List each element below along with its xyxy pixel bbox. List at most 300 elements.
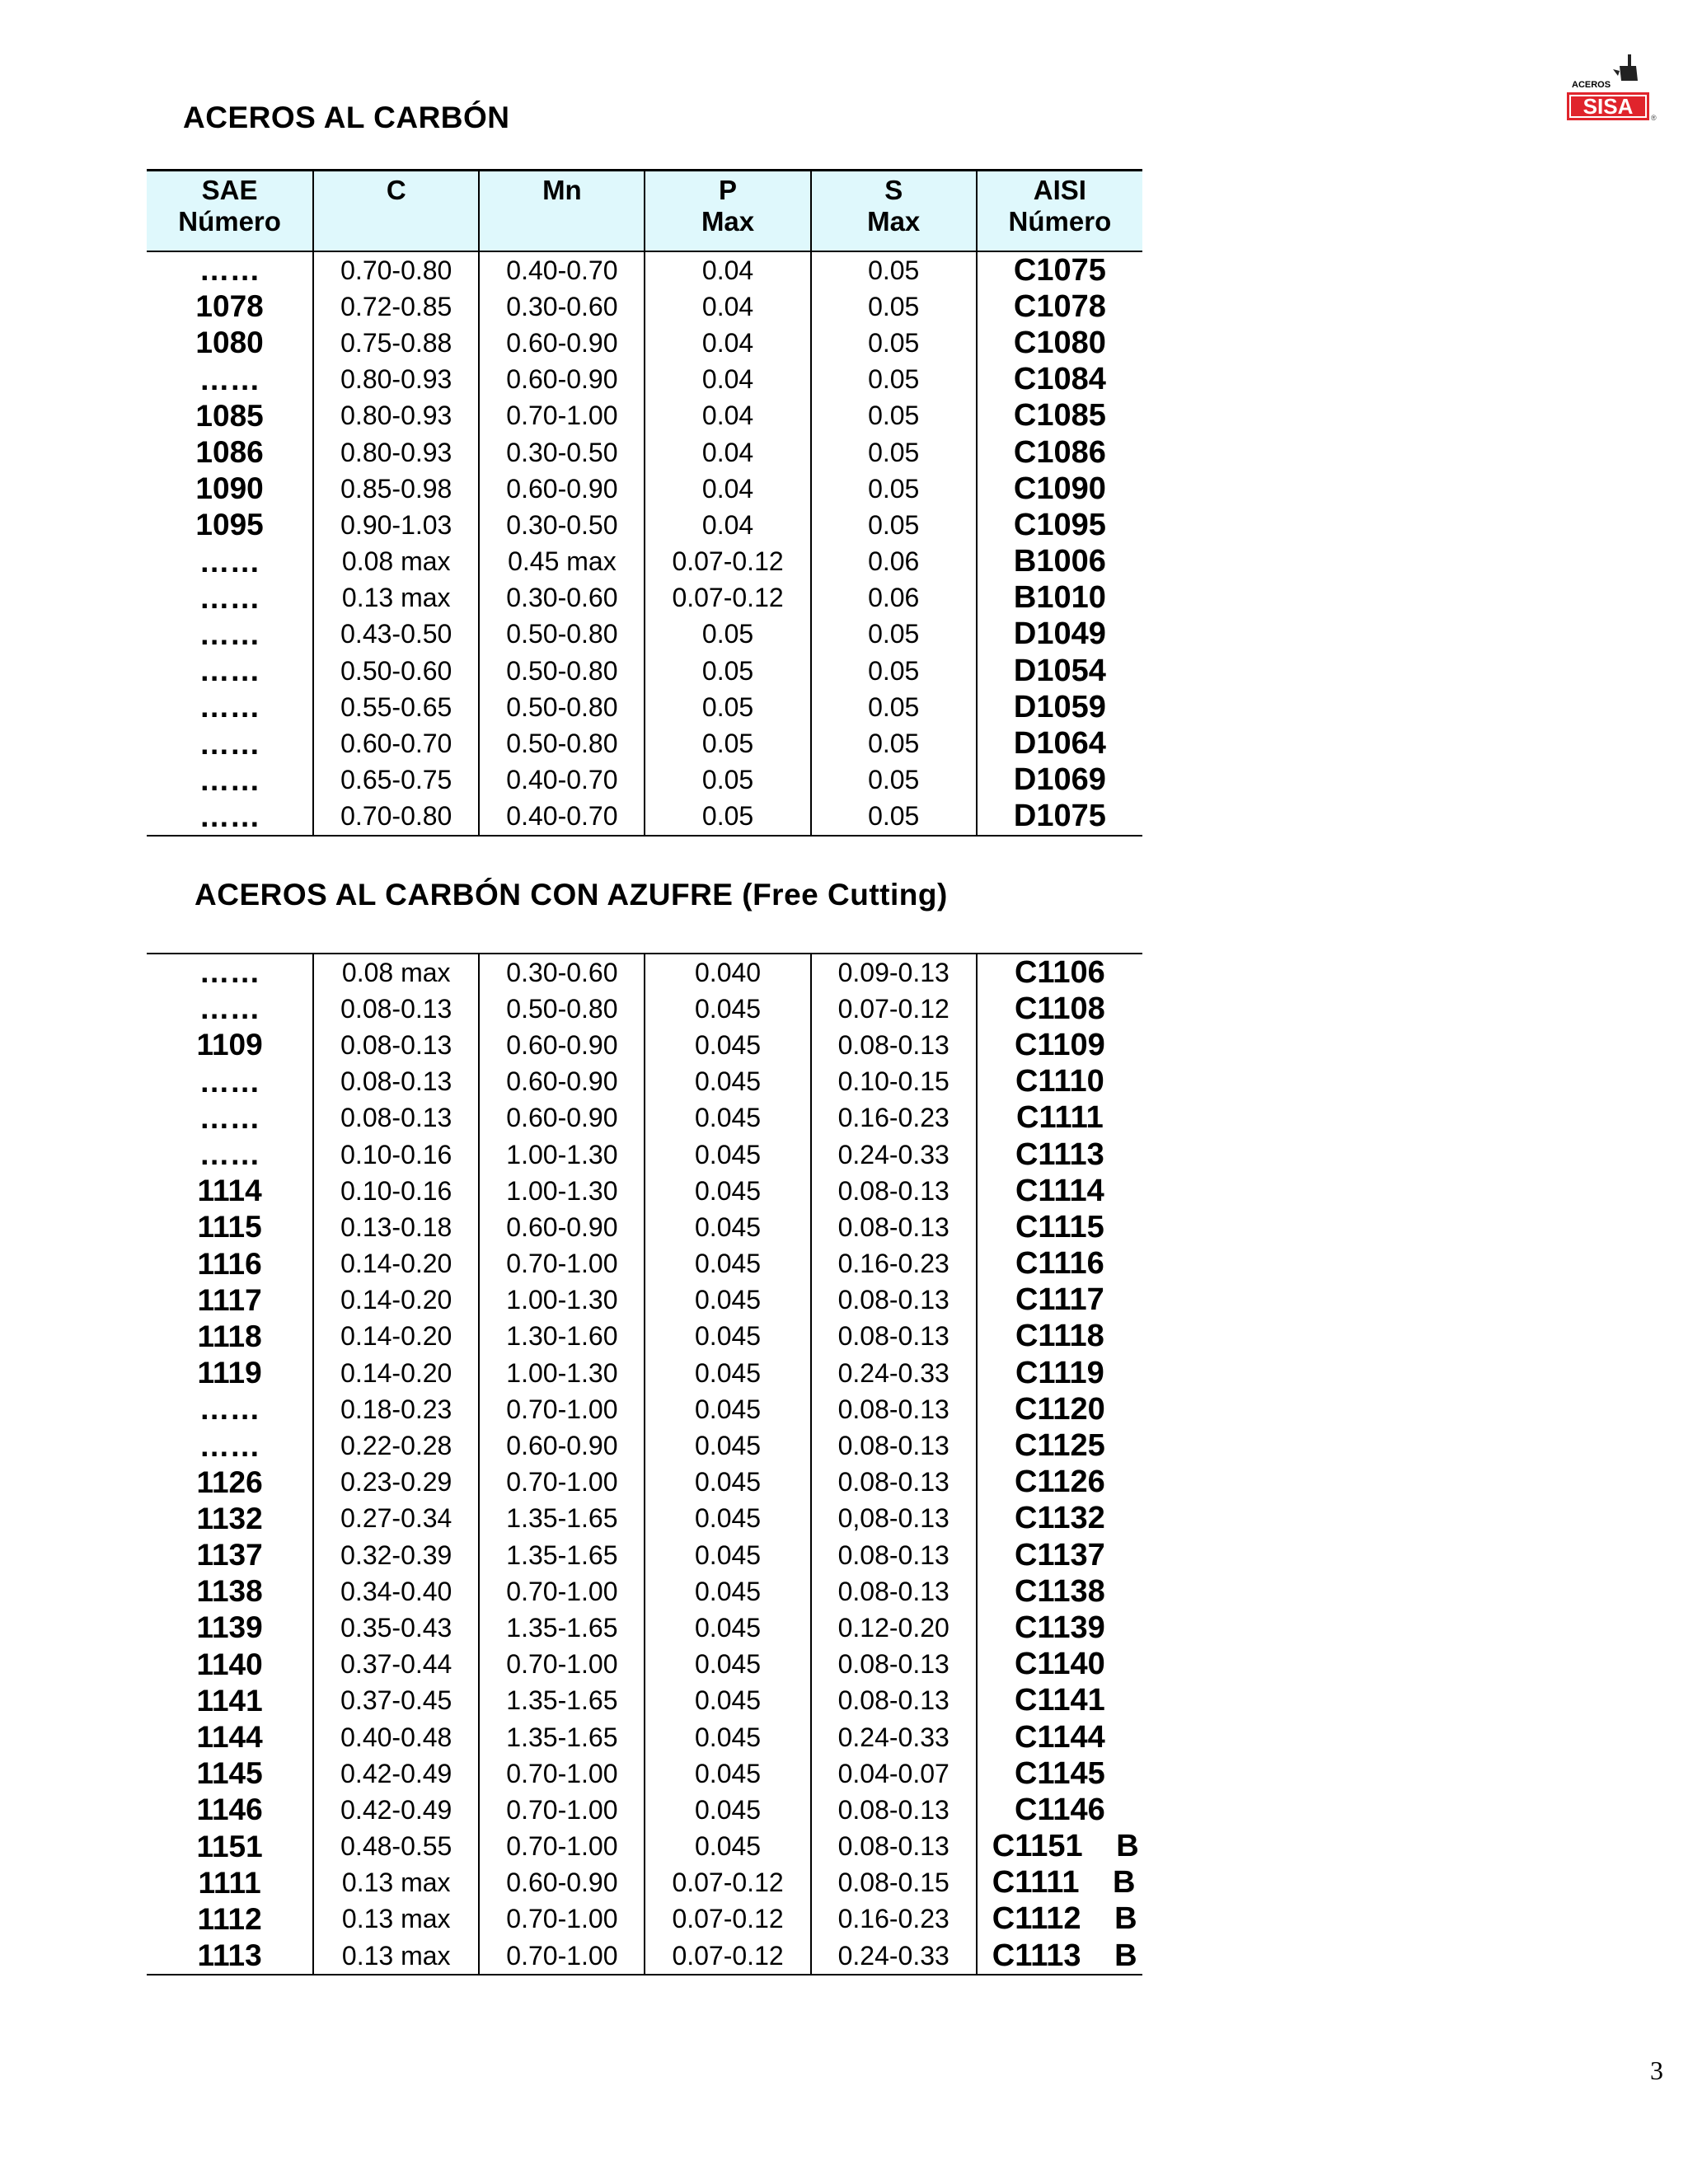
cell-aisi: D1059 xyxy=(977,689,1142,725)
cell-c: 0.80-0.93 xyxy=(313,362,479,398)
cell-aisi: C1078 xyxy=(977,288,1142,325)
cell-c: 0.42-0.49 xyxy=(313,1792,479,1828)
cell-c: 0.08-0.13 xyxy=(313,1064,479,1100)
cell-aisi: C1080 xyxy=(977,325,1142,361)
cell-sae: …… xyxy=(199,690,260,724)
cell-mn: 0.60-0.90 xyxy=(479,1427,645,1464)
cell-s: 0.16-0.23 xyxy=(811,1100,977,1137)
cell-aisi: C1106 xyxy=(977,954,1142,991)
cell-c: 0.90-1.03 xyxy=(313,507,479,543)
cell-p: 0.05 xyxy=(645,653,810,689)
cell-sae: 1139 xyxy=(196,1610,263,1645)
cell-p: 0.07-0.12 xyxy=(645,1865,810,1901)
cell-p: 0.04 xyxy=(645,434,810,471)
cell-s: 0.05 xyxy=(811,762,977,799)
cell-mn: 0.50-0.80 xyxy=(479,689,645,725)
cell-s: 0.12-0.20 xyxy=(811,1610,977,1646)
table-row xyxy=(147,1246,1142,1282)
cell-s: 0.05 xyxy=(811,616,977,653)
cell-mn: 0.30-0.60 xyxy=(479,288,645,325)
cell-sae: …… xyxy=(199,362,260,396)
cell-s: 0.05 xyxy=(811,507,977,543)
cell-mn: 0.60-0.90 xyxy=(479,1027,645,1063)
cell-mn: 0.40-0.70 xyxy=(479,251,645,288)
table-row xyxy=(147,1282,1142,1319)
cell-p: 0.045 xyxy=(645,1610,810,1646)
cell-aisi: C1112 B xyxy=(977,1901,1142,1938)
cell-s: 0.08-0.13 xyxy=(811,1027,977,1063)
cell-p: 0.045 xyxy=(645,1573,810,1610)
table-row xyxy=(147,1829,1142,1865)
cell-s: 0,08-0.13 xyxy=(811,1501,977,1537)
cell-c: 0.13-0.18 xyxy=(313,1209,479,1245)
cell-aisi: D1064 xyxy=(977,725,1142,762)
cell-mn: 0.50-0.80 xyxy=(479,616,645,653)
cell-p: 0.045 xyxy=(645,1355,810,1391)
cell-sae: 1137 xyxy=(196,1538,263,1572)
free-cutting-steel-table xyxy=(147,953,1142,1975)
cell-s: 0.05 xyxy=(811,251,977,288)
cell-mn: 1.35-1.65 xyxy=(479,1537,645,1573)
cell-aisi: C1113 xyxy=(977,1137,1142,1173)
cell-sae: …… xyxy=(147,954,313,991)
cell-mn: 0.60-0.90 xyxy=(479,1865,645,1901)
cell-aisi: D1069 xyxy=(977,762,1142,799)
cell-mn: 0.70-1.00 xyxy=(479,1901,645,1938)
cell-aisi: C1111 B xyxy=(977,1865,1142,1901)
table-row xyxy=(147,1719,1142,1755)
cell-mn: 0.50-0.80 xyxy=(479,725,645,762)
cell-c: 0.14-0.20 xyxy=(313,1355,479,1391)
cell-sae: 1145 xyxy=(196,1756,263,1791)
cell-p: 0.04 xyxy=(645,325,810,361)
cell-c: 0.70-0.80 xyxy=(313,799,479,836)
cell-sae: …… xyxy=(199,1392,260,1427)
cell-mn: 0.70-1.00 xyxy=(479,1573,645,1610)
cell-c: 0.37-0.44 xyxy=(313,1647,479,1683)
cell-mn: 0.40-0.70 xyxy=(479,762,645,799)
cell-s: 0.16-0.23 xyxy=(811,1246,977,1282)
cell-sae: 1090 xyxy=(195,471,264,506)
cell-c: 0.37-0.45 xyxy=(313,1683,479,1719)
cell-c: 0.72-0.85 xyxy=(313,288,479,325)
cell-s: 0.07-0.12 xyxy=(811,991,977,1027)
cell-p: 0.045 xyxy=(645,1246,810,1282)
cell-s: 0.08-0.15 xyxy=(811,1865,977,1901)
cell-sae: …… xyxy=(199,253,260,288)
cell-aisi: C1117 xyxy=(977,1282,1142,1319)
cell-s: 0.24-0.33 xyxy=(811,1355,977,1391)
cell-c: 0.40-0.48 xyxy=(313,1719,479,1755)
table-row xyxy=(147,1573,1142,1610)
cell-s: 0.08-0.13 xyxy=(811,1537,977,1573)
free-cutting-steel-rows xyxy=(147,954,1142,1975)
cell-c: 0.08 max xyxy=(313,544,479,580)
cell-mn: 0.30-0.50 xyxy=(479,434,645,471)
cell-p: 0.07-0.12 xyxy=(645,1901,810,1938)
cell-c: 0.14-0.20 xyxy=(313,1319,479,1355)
cell-p: 0.045 xyxy=(645,1319,810,1355)
cell-mn: 0.70-1.00 xyxy=(479,1246,645,1282)
cell-aisi: D1075 xyxy=(977,799,1142,836)
cell-sae: 1113 xyxy=(147,1938,313,1975)
header-sae: SAE Número xyxy=(147,171,313,252)
cell-s: 0.04-0.07 xyxy=(811,1755,977,1792)
cell-sae: …… xyxy=(199,762,260,797)
cell-s: 0.08-0.13 xyxy=(811,1427,977,1464)
cell-s: 0.05 xyxy=(811,725,977,762)
cell-aisi: C1140 xyxy=(977,1647,1142,1683)
cell-s: 0.08-0.13 xyxy=(811,1319,977,1355)
cell-s: 0.05 xyxy=(811,653,977,689)
table-row xyxy=(147,991,1142,1027)
table-row xyxy=(147,1537,1142,1573)
cell-c: 0.23-0.29 xyxy=(313,1465,479,1501)
table-row xyxy=(147,653,1142,689)
cell-mn: 0.60-0.90 xyxy=(479,1209,645,1245)
cell-aisi: C1116 xyxy=(977,1246,1142,1282)
cell-mn: 0.50-0.80 xyxy=(479,991,645,1027)
cell-sae: 1146 xyxy=(196,1793,263,1827)
cell-sae: 1115 xyxy=(197,1210,262,1244)
table-row xyxy=(147,1391,1142,1427)
table-row xyxy=(147,1173,1142,1209)
cell-mn: 0.70-1.00 xyxy=(479,1647,645,1683)
cell-c: 0.18-0.23 xyxy=(313,1391,479,1427)
cell-s: 0.08-0.13 xyxy=(811,1282,977,1319)
cell-p: 0.05 xyxy=(645,689,810,725)
cell-aisi: C1120 xyxy=(977,1391,1142,1427)
table-row xyxy=(147,762,1142,799)
cell-s: 0.05 xyxy=(811,362,977,398)
table-row xyxy=(147,580,1142,616)
table-row xyxy=(147,507,1142,543)
cell-c: 0.65-0.75 xyxy=(313,762,479,799)
cell-p: 0.045 xyxy=(645,1719,810,1755)
cell-aisi: C1146 xyxy=(977,1792,1142,1828)
cell-aisi: C1095 xyxy=(977,507,1142,543)
table-row xyxy=(147,1683,1142,1719)
cell-s: 0.10-0.15 xyxy=(811,1064,977,1100)
table-row xyxy=(147,1465,1142,1501)
cell-sae: 1126 xyxy=(196,1465,263,1499)
cell-p: 0.045 xyxy=(645,1064,810,1100)
cell-mn: 0.70-1.00 xyxy=(479,1755,645,1792)
cell-mn: 0.60-0.90 xyxy=(479,362,645,398)
carbon-steel-rows xyxy=(147,251,1142,836)
cell-aisi: C1145 xyxy=(977,1755,1142,1792)
cell-sae: 1132 xyxy=(196,1501,263,1535)
cell-sae: 1080 xyxy=(195,326,264,360)
cell-aisi: C1119 xyxy=(977,1355,1142,1391)
header-aisi: AISI Número xyxy=(977,171,1142,252)
cell-sae: …… xyxy=(199,616,260,651)
cell-aisi: C1075 xyxy=(977,251,1142,288)
cell-sae: 1112 xyxy=(197,1901,262,1936)
cell-aisi: C1139 xyxy=(977,1610,1142,1646)
cell-s: 0.05 xyxy=(811,325,977,361)
cell-sae: …… xyxy=(199,991,260,1026)
cell-s: 0.05 xyxy=(811,689,977,725)
table-row xyxy=(147,1319,1142,1355)
cell-sae: 1078 xyxy=(195,289,264,324)
cell-c: 0.13 max xyxy=(313,1865,479,1901)
cell-c: 0.34-0.40 xyxy=(313,1573,479,1610)
cell-mn: 0.70-1.00 xyxy=(479,398,645,434)
cell-sae: …… xyxy=(199,544,260,579)
cell-mn: 1.00-1.30 xyxy=(479,1173,645,1209)
cell-aisi: C1084 xyxy=(977,362,1142,398)
table-row xyxy=(147,288,1142,325)
cell-p: 0.045 xyxy=(645,1501,810,1537)
header-p: P Max xyxy=(645,171,810,252)
cell-mn: 0.30-0.60 xyxy=(479,954,645,991)
header-mn: Mn xyxy=(479,171,645,252)
cell-sae: …… xyxy=(199,726,260,761)
ladle-icon xyxy=(1613,54,1638,81)
cell-p: 0.045 xyxy=(645,1027,810,1063)
cell-c: 0.43-0.50 xyxy=(313,616,479,653)
cell-c: 0.80-0.93 xyxy=(313,434,479,471)
cell-mn: 1.30-1.60 xyxy=(479,1319,645,1355)
cell-c: 0.32-0.39 xyxy=(313,1537,479,1573)
cell-aisi: C1118 xyxy=(977,1319,1142,1355)
cell-p: 0.045 xyxy=(645,1647,810,1683)
table-row xyxy=(147,362,1142,398)
cell-s: 0.08-0.13 xyxy=(811,1465,977,1501)
table-row xyxy=(147,1865,1142,1901)
cell-aisi: C1137 xyxy=(977,1537,1142,1573)
cell-p: 0.045 xyxy=(645,991,810,1027)
cell-sae: 1141 xyxy=(196,1683,263,1718)
table-row xyxy=(147,325,1142,361)
cell-aisi: C1125 xyxy=(977,1427,1142,1464)
table-row xyxy=(147,1100,1142,1137)
cell-s: 0.24-0.33 xyxy=(811,1938,977,1975)
header-s: S Max xyxy=(811,171,977,252)
cell-p: 0.045 xyxy=(645,1465,810,1501)
cell-sae: 1095 xyxy=(195,508,264,542)
table-row xyxy=(147,544,1142,580)
cell-aisi: B1010 xyxy=(977,580,1142,616)
cell-sae: 1138 xyxy=(196,1574,263,1609)
cell-s: 0.05 xyxy=(811,434,977,471)
cell-p: 0.045 xyxy=(645,1683,810,1719)
table-header-row xyxy=(147,171,1142,252)
cell-sae: 1151 xyxy=(196,1829,263,1863)
logo-registered-mark: ® xyxy=(1651,114,1657,122)
cell-sae: 1085 xyxy=(195,398,264,433)
table-row xyxy=(147,1427,1142,1464)
table-row xyxy=(147,725,1142,762)
cell-sae: …… xyxy=(147,799,313,836)
cell-c: 0.55-0.65 xyxy=(313,689,479,725)
table-row xyxy=(147,1792,1142,1828)
cell-aisi: C1114 xyxy=(977,1173,1142,1209)
page-number: 3 xyxy=(1650,2055,1663,2085)
cell-sae: 1111 xyxy=(198,1865,261,1900)
table-row xyxy=(147,1355,1142,1391)
cell-c: 0.14-0.20 xyxy=(313,1282,479,1319)
cell-c: 0.08-0.13 xyxy=(313,1100,479,1137)
cell-mn: 1.00-1.30 xyxy=(479,1137,645,1173)
table-row xyxy=(147,398,1142,434)
cell-s: 0.06 xyxy=(811,580,977,616)
cell-c: 0.14-0.20 xyxy=(313,1246,479,1282)
cell-p: 0.045 xyxy=(645,1209,810,1245)
cell-p: 0.045 xyxy=(645,1755,810,1792)
cell-c: 0.85-0.98 xyxy=(313,471,479,507)
cell-s: 0.08-0.13 xyxy=(811,1391,977,1427)
cell-s: 0.08-0.13 xyxy=(811,1209,977,1245)
cell-p: 0.07-0.12 xyxy=(645,1938,810,1975)
cell-s: 0.06 xyxy=(811,544,977,580)
cell-c: 0.60-0.70 xyxy=(313,725,479,762)
table-row xyxy=(147,1501,1142,1537)
cell-c: 0.08 max xyxy=(313,954,479,991)
cell-aisi: B1006 xyxy=(977,544,1142,580)
cell-aisi: D1049 xyxy=(977,616,1142,653)
table-row xyxy=(147,1027,1142,1063)
header-c: C xyxy=(313,171,479,252)
cell-c: 0.13 max xyxy=(313,1901,479,1938)
cell-s: 0.08-0.13 xyxy=(811,1683,977,1719)
cell-p: 0.05 xyxy=(645,616,810,653)
cell-mn: 0.45 max xyxy=(479,544,645,580)
cell-p: 0.04 xyxy=(645,398,810,434)
table-row xyxy=(147,1901,1142,1938)
cell-p: 0.045 xyxy=(645,1792,810,1828)
cell-c: 0.10-0.16 xyxy=(313,1173,479,1209)
cell-sae: …… xyxy=(199,1428,260,1463)
cell-c: 0.08-0.13 xyxy=(313,991,479,1027)
cell-sae: 1114 xyxy=(197,1174,262,1208)
cell-aisi: C1151 B xyxy=(977,1829,1142,1865)
cell-s: 0.05 xyxy=(811,398,977,434)
cell-aisi: C1108 xyxy=(977,991,1142,1027)
cell-p: 0.045 xyxy=(645,1137,810,1173)
cell-sae: 1144 xyxy=(196,1720,263,1755)
cell-sae: …… xyxy=(199,1064,260,1099)
cell-sae: …… xyxy=(199,654,260,688)
cell-s: 0.08-0.13 xyxy=(811,1792,977,1828)
cell-aisi: C1115 xyxy=(977,1209,1142,1245)
cell-s: 0.05 xyxy=(811,288,977,325)
table-row xyxy=(147,689,1142,725)
cell-sae: 1117 xyxy=(197,1282,262,1317)
section-title-sulfur-carbon-steels: ACEROS AL CARBÓN CON AZUFRE (Free Cutting) xyxy=(195,878,948,912)
cell-c: 0.22-0.28 xyxy=(313,1427,479,1464)
cell-aisi: C1111 xyxy=(977,1100,1142,1137)
cell-s: 0.16-0.23 xyxy=(811,1901,977,1938)
cell-mn: 1.35-1.65 xyxy=(479,1683,645,1719)
cell-sae: …… xyxy=(199,1100,260,1135)
cell-mn: 1.35-1.65 xyxy=(479,1610,645,1646)
cell-mn: 0.60-0.90 xyxy=(479,471,645,507)
cell-aisi: C1132 xyxy=(977,1501,1142,1537)
carbon-steel-table xyxy=(147,169,1142,837)
table-row xyxy=(147,954,1142,991)
cell-mn: 0.60-0.90 xyxy=(479,1064,645,1100)
cell-c: 0.70-0.80 xyxy=(313,251,479,288)
cell-s: 0.05 xyxy=(811,799,977,836)
cell-p: 0.045 xyxy=(645,1537,810,1573)
cell-mn: 1.00-1.30 xyxy=(479,1282,645,1319)
cell-c: 0.13 max xyxy=(313,1938,479,1975)
cell-mn: 0.70-1.00 xyxy=(479,1938,645,1975)
cell-s: 0.08-0.13 xyxy=(811,1573,977,1610)
cell-p: 0.04 xyxy=(645,507,810,543)
cell-p: 0.045 xyxy=(645,1391,810,1427)
table-row xyxy=(147,616,1142,653)
cell-sae: …… xyxy=(199,1137,260,1172)
cell-mn: 0.30-0.60 xyxy=(479,580,645,616)
cell-aisi: C1110 xyxy=(977,1064,1142,1100)
cell-p: 0.045 xyxy=(645,1427,810,1464)
sisa-logo xyxy=(1562,51,1659,130)
cell-mn: 0.70-1.00 xyxy=(479,1391,645,1427)
cell-aisi: C1090 xyxy=(977,471,1142,507)
cell-mn: 0.70-1.00 xyxy=(479,1829,645,1865)
cell-s: 0.05 xyxy=(811,471,977,507)
cell-s: 0.09-0.13 xyxy=(811,954,977,991)
cell-s: 0.24-0.33 xyxy=(811,1719,977,1755)
table-row xyxy=(147,1137,1142,1173)
table-row xyxy=(147,251,1142,288)
cell-p: 0.05 xyxy=(645,799,810,836)
cell-p: 0.045 xyxy=(645,1173,810,1209)
cell-aisi: C1141 xyxy=(977,1683,1142,1719)
cell-p: 0.07-0.12 xyxy=(645,544,810,580)
cell-p: 0.05 xyxy=(645,725,810,762)
cell-aisi: C1144 xyxy=(977,1719,1142,1755)
table-row xyxy=(147,471,1142,507)
cell-c: 0.42-0.49 xyxy=(313,1755,479,1792)
cell-p: 0.040 xyxy=(645,954,810,991)
cell-mn: 0.60-0.90 xyxy=(479,325,645,361)
cell-aisi: C1086 xyxy=(977,434,1142,471)
cell-mn: 0.70-1.00 xyxy=(479,1465,645,1501)
cell-aisi: C1126 xyxy=(977,1465,1142,1501)
cell-mn: 1.35-1.65 xyxy=(479,1719,645,1755)
cell-c: 0.35-0.43 xyxy=(313,1610,479,1646)
cell-s: 0.08-0.13 xyxy=(811,1829,977,1865)
cell-sae: 1140 xyxy=(196,1647,263,1681)
cell-mn: 0.40-0.70 xyxy=(479,799,645,836)
cell-aisi: C1109 xyxy=(977,1027,1142,1063)
cell-mn: 1.35-1.65 xyxy=(479,1501,645,1537)
cell-mn: 1.00-1.30 xyxy=(479,1355,645,1391)
section-title-carbon-steels: ACEROS AL CARBÓN xyxy=(183,101,510,134)
cell-sae: 1109 xyxy=(196,1028,263,1062)
cell-c: 0.27-0.34 xyxy=(313,1501,479,1537)
cell-aisi: D1054 xyxy=(977,653,1142,689)
cell-p: 0.04 xyxy=(645,251,810,288)
cell-c: 0.80-0.93 xyxy=(313,398,479,434)
cell-p: 0.045 xyxy=(645,1282,810,1319)
cell-sae: …… xyxy=(199,580,260,615)
table-row xyxy=(147,1064,1142,1100)
cell-p: 0.05 xyxy=(645,762,810,799)
cell-c: 0.10-0.16 xyxy=(313,1137,479,1173)
cell-c: 0.75-0.88 xyxy=(313,325,479,361)
logo-brand: SISA xyxy=(1582,94,1634,119)
cell-p: 0.07-0.12 xyxy=(645,580,810,616)
table-row xyxy=(147,1209,1142,1245)
cell-sae: 1086 xyxy=(195,435,264,470)
cell-mn: 0.50-0.80 xyxy=(479,653,645,689)
logo-small-text: ACEROS xyxy=(1572,80,1611,90)
